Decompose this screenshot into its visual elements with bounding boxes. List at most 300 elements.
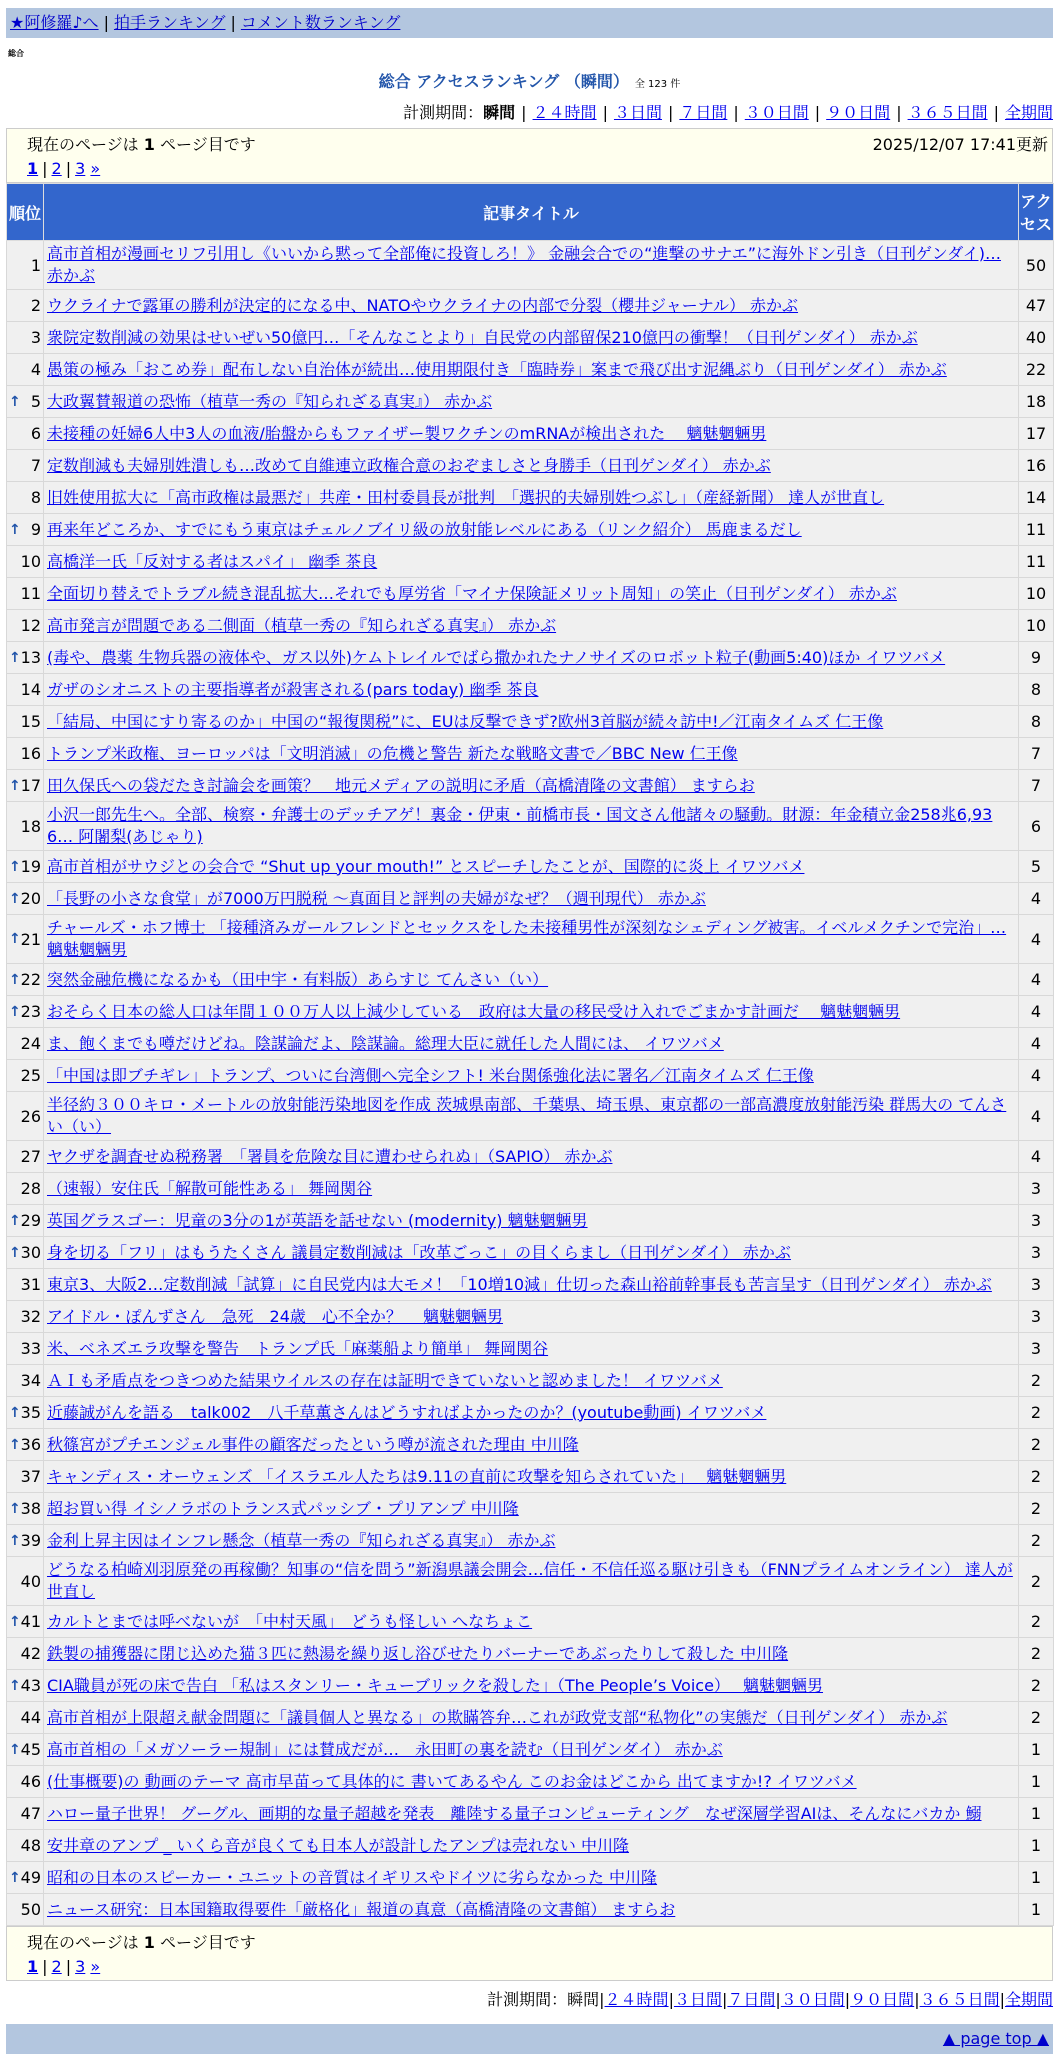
up-arrow-icon: ↑: [9, 1869, 21, 1886]
title-cell: [44, 1141, 1019, 1173]
title-cell: [44, 1606, 1019, 1638]
rank-cell: [7, 290, 44, 322]
title-cell: [44, 1638, 1019, 1670]
up-arrow-icon: ↑: [9, 971, 21, 988]
table-row: [7, 883, 1054, 915]
title-cell: [44, 1028, 1019, 1060]
rank-number: 19: [20, 857, 41, 876]
article-link[interactable]: 鉄製の捕獲器に閉じ込めた猫３匹に熱湯を繰り返し浴びせたりバーナーであぶったりして殺した 中川隆: [47, 1643, 789, 1663]
rank-header: 順位: [7, 184, 44, 241]
access-count: 3: [1019, 1173, 1054, 1205]
article-link[interactable]: CIA職員が死の床で告白 「私はスタンリー・キューブリックを殺した」（The People’s Voice） 魑魅魍魎男: [47, 1675, 824, 1695]
period-label: 計測期間：: [487, 1990, 568, 2009]
access-count: 8: [1019, 706, 1054, 738]
title-cell: [44, 1734, 1019, 1766]
access-count: 2: [1019, 1365, 1054, 1397]
rank-number: 32: [20, 1307, 41, 1326]
rank-number: 29: [20, 1211, 41, 1230]
table-row: [7, 1397, 1054, 1429]
table-row: [7, 996, 1054, 1028]
title-cell: [44, 1670, 1019, 1702]
rank-number: 11: [20, 584, 41, 603]
title-cell: [44, 642, 1019, 674]
page-title: [0, 69, 1059, 92]
period-option[interactable]: ９０日間: [826, 103, 891, 122]
table-row: [7, 1557, 1054, 1606]
access-count: 11: [1019, 514, 1054, 546]
rank-cell: [7, 1862, 44, 1894]
table-row: [7, 1670, 1054, 1702]
rank-number: 48: [20, 1836, 41, 1855]
title-cell: [44, 418, 1019, 450]
title-cell: [44, 386, 1019, 418]
pager-top: [6, 128, 1053, 183]
rank-number: 24: [20, 1034, 41, 1053]
table-row: [7, 386, 1054, 418]
up-arrow-icon: ↑: [9, 1244, 21, 1261]
article-link[interactable]: 安井章のアンプ _ いくら音が良くても日本人が設計したアンプは売れない 中川隆: [47, 1835, 629, 1855]
table-row: [7, 1237, 1054, 1269]
period-option[interactable]: ３０日間: [780, 1990, 845, 2009]
title-cell: [44, 883, 1019, 915]
title-cell: [44, 964, 1019, 996]
table-row: [7, 642, 1054, 674]
rank-cell: [7, 322, 44, 354]
article-link[interactable]: 「結局、中国にすり寄るのか」中国の“報復関税”に、EUは反撃できず?欧州3首脳が続々訪中!／江南タイムズ 仁王像: [47, 711, 884, 731]
title-cell: [44, 1269, 1019, 1301]
rank-cell: [7, 1060, 44, 1092]
title-cell: [44, 996, 1019, 1028]
title-cell: [44, 1429, 1019, 1461]
title-cell: [44, 1862, 1019, 1894]
period-option[interactable]: 全期間: [1004, 103, 1053, 122]
article-link[interactable]: 再来年どころか、すでにもう東京はチェルノブイリ級の放射能レベルにある（リンク紹介） 馬鹿まるだし: [47, 519, 802, 539]
period-option[interactable]: ３６５日間: [907, 103, 988, 122]
rank-number: 4: [30, 360, 41, 379]
rank-number: 17: [20, 776, 41, 795]
title-cell: [44, 706, 1019, 738]
rank-number: 5: [30, 392, 41, 411]
table-row: [7, 450, 1054, 482]
access-count: 1: [1019, 1798, 1054, 1830]
period-option[interactable]: ３０日間: [744, 103, 809, 122]
article-link[interactable]: 「長野の小さな食堂」が7000万円脱税 ～真面目と評判の夫婦がなぜ？（週刊現代） 赤かぶ: [47, 888, 706, 908]
access-count: 3: [1019, 1333, 1054, 1365]
rank-number: 31: [20, 1275, 41, 1294]
article-link[interactable]: 高市首相が漫画セリフ引用し《いいから黙って全部俺に投資しろ！》 金融会合での“進撃のサナエ”に海外ドン引き（日刊ゲンダイ)… 赤かぶ: [47, 244, 1001, 285]
article-link[interactable]: （速報）安住氏「解散可能性ある」 舞岡関谷: [47, 1178, 373, 1198]
rank-cell: [7, 1734, 44, 1766]
table-row: [7, 1862, 1054, 1894]
access-count: 1: [1019, 1830, 1054, 1862]
rank-cell: [7, 354, 44, 386]
article-link[interactable]: 身を切る「フリ」はもうたくさん 議員定数削減は「改革ごっこ」の目くらまし（日刊ゲンダイ） 赤かぶ: [47, 1242, 791, 1262]
article-link[interactable]: 未接種の妊婦6人中3人の血液/胎盤からもファイザー製ワクチンのmRNAが検出された 魑魅魍魎男: [47, 423, 767, 443]
access-count: 9: [1019, 642, 1054, 674]
article-link[interactable]: (毒や、農薬 生物兵器の液体や、ガス以外)ケムトレイルでばら撒かれたナノサイズのロボット粒子(動画5:40)ほか イワツバメ: [47, 647, 946, 667]
rank-cell: [7, 418, 44, 450]
title-cell: [44, 450, 1019, 482]
rank-cell: [7, 1301, 44, 1333]
title-cell: [44, 1365, 1019, 1397]
period-option[interactable]: ７日間: [679, 103, 728, 122]
clap-ranking-link[interactable]: 拍手ランキング: [113, 13, 226, 32]
article-link[interactable]: アイドル・ぽんずさん 急死 24歳 心不全か？ 魑魅魍魎男: [47, 1306, 504, 1326]
article-link[interactable]: 近藤誠がんを語る talk002 八千草薫さんはどうすればよかったのか？(youtube動画) イワツバメ: [47, 1402, 767, 1422]
title-cell: [44, 290, 1019, 322]
rank-cell: [7, 546, 44, 578]
article-link[interactable]: 高市首相の「メガソーラー規制」には賛成だが… 永田町の裏を読む（日刊ゲンダイ） 赤かぶ: [47, 1739, 723, 1759]
rank-cell: [7, 1830, 44, 1862]
comment-ranking-link[interactable]: コメント数ランキング: [240, 13, 401, 32]
table-row: [7, 802, 1054, 851]
rank-number: 25: [20, 1066, 41, 1085]
article-link[interactable]: 小沢一郎先生へ。全部、検察・弁護士のデッチアゲ！裏金・伊東・前橋市長・国文さん他諸々の騒動。財源：年金積立金258兆6,936… 阿闍梨(あじゃり): [47, 805, 993, 846]
article-link[interactable]: 全面切り替えでトラブル続き混乱拡大…それでも厚労省「マイナ保険証メリット周知」の笑止（日刊ゲンダイ） 赤かぶ: [47, 583, 897, 603]
rank-cell: [7, 514, 44, 546]
rank-cell: [7, 1493, 44, 1525]
access-count: 14: [1019, 482, 1054, 514]
title-cell: [44, 578, 1019, 610]
rank-number: 41: [20, 1612, 41, 1631]
table-row: [7, 1461, 1054, 1493]
table-row: [7, 1638, 1054, 1670]
rank-number: 46: [20, 1772, 41, 1791]
period-option[interactable]: 全期間: [1004, 1990, 1053, 2009]
title-header: 記事タイトル: [44, 184, 1019, 241]
title-cell: [44, 514, 1019, 546]
rank-cell: [7, 386, 44, 418]
up-arrow-icon: ↑: [9, 1404, 21, 1421]
current-page-info: 現在のページは 1 ページ目です: [27, 135, 256, 154]
rank-number: 13: [20, 648, 41, 667]
home-link[interactable]: ★阿修羅♪へ: [10, 13, 99, 32]
rank-number: 16: [20, 744, 41, 763]
title-cell: [44, 610, 1019, 642]
total-count: 全 123 件: [634, 79, 681, 90]
table-row: [7, 578, 1054, 610]
rank-number: 42: [20, 1644, 41, 1663]
up-arrow-icon: ↑: [9, 1532, 21, 1549]
next-page-link[interactable]: »: [90, 1957, 101, 1976]
title-cell: [44, 1525, 1019, 1557]
access-count: 2: [1019, 1638, 1054, 1670]
page-link[interactable]: 2: [51, 1957, 62, 1976]
rank-cell: [7, 642, 44, 674]
article-link[interactable]: キャンディス・オーウェンズ 「イスラエル人たちは9.11の直前に攻撃を知らされていた」 魑魅魍魎男: [47, 1466, 787, 1486]
rank-number: 1: [30, 255, 41, 275]
article-link[interactable]: 衆院定数削減の効果はせいぜい50億円…「そんなことより」自民党の内部留保210億円の衝撃！（日刊ゲンダイ） 赤かぶ: [47, 327, 918, 347]
page-link-current[interactable]: 1: [27, 159, 39, 178]
table-row: [7, 418, 1054, 450]
rank-cell: [7, 1798, 44, 1830]
title-cell: [44, 738, 1019, 770]
rank-cell: [7, 1205, 44, 1237]
next-page-link[interactable]: »: [90, 159, 101, 178]
access-count: 6: [1019, 802, 1054, 851]
rank-number: 3: [30, 328, 41, 347]
title-cell: [44, 1557, 1019, 1606]
title-cell: [44, 1461, 1019, 1493]
article-link[interactable]: 超お買い得 イシノラボのトランス式パッシブ・プリアンプ 中川隆: [47, 1498, 519, 1518]
article-link[interactable]: 大政翼賛報道の恐怖（植草一秀の『知られざる真実』） 赤かぶ: [47, 391, 493, 411]
access-count: 1: [1019, 1734, 1054, 1766]
rank-cell: [7, 1365, 44, 1397]
title-cell: [44, 241, 1019, 290]
ranking-title: 総合 アクセスランキング （瞬間）: [378, 72, 629, 91]
rank-number: 10: [20, 552, 41, 571]
rank-number: 37: [20, 1467, 41, 1486]
article-link[interactable]: カルトとまでは呼べないが 「中村天風」 どうも怪しい へなちょこ: [47, 1611, 533, 1631]
table-row: [7, 514, 1054, 546]
title-cell: [44, 802, 1019, 851]
table-row: [7, 851, 1054, 883]
table-row: [7, 354, 1054, 386]
period-option[interactable]: ２４時間: [604, 1990, 669, 2009]
article-link[interactable]: 半径約３００キロ・メートルの放射能汚染地図を作成 茨城県南部、千葉県、埼玉県、東京都の一部高濃度放射能汚染 群馬大の てんさい（い）: [47, 1095, 1007, 1136]
access-count: 3: [1019, 1237, 1054, 1269]
access-count: 22: [1019, 354, 1054, 386]
article-link[interactable]: チャールズ・ホフ博士 「接種済みガールフレンドとセックスをした未接種男性が深刻なシェディング被害。イベルメクチンで完治」… 魑魅魍魎男: [47, 918, 1007, 959]
title-cell: [44, 354, 1019, 386]
article-link[interactable]: (仕事概要)の 動画のテーマ 高市早苗って具体的に 書いてあるやん このお金はどこから 出てますか!? イワツバメ: [47, 1771, 857, 1791]
up-arrow-icon: ↑: [9, 521, 21, 538]
access-count: 4: [1019, 915, 1054, 964]
article-link[interactable]: ま、飽くまでも噂だけどね。陰謀論だよ、陰謀論。総理大臣に就任した人間には、 イワツバメ: [47, 1033, 724, 1053]
access-count: 2: [1019, 1461, 1054, 1493]
article-link[interactable]: 高市発言が問題である二側面（植草一秀の『知られざる真実』） 赤かぶ: [47, 615, 557, 635]
table-row: [7, 1702, 1054, 1734]
rank-number: 33: [20, 1339, 41, 1358]
up-arrow-icon: ↑: [9, 931, 21, 947]
ranking-table: [6, 183, 1054, 1926]
period-option[interactable]: ９０日間: [850, 1990, 915, 2009]
up-arrow-icon: ↑: [9, 890, 21, 907]
access-count: 47: [1019, 290, 1054, 322]
rank-cell: [7, 1269, 44, 1301]
rank-cell: [7, 851, 44, 883]
table-row: [7, 1028, 1054, 1060]
up-arrow-icon: ↑: [9, 1500, 21, 1517]
access-count: 16: [1019, 450, 1054, 482]
table-row: [7, 1429, 1054, 1461]
up-arrow-icon: ↑: [9, 649, 21, 666]
rank-cell: [7, 610, 44, 642]
access-count: 11: [1019, 546, 1054, 578]
article-link[interactable]: どうなる柏崎刈羽原発の再稼働？知事の“信を問う”新潟県議会開会…信任・不信任巡る駆け引きも（FNNプライムオンライン） 達人が世直し: [47, 1560, 1013, 1601]
rank-cell: [7, 1397, 44, 1429]
current-page-info: 現在のページは 1 ページ目です: [27, 1933, 256, 1952]
title-cell: [44, 851, 1019, 883]
rank-cell: [7, 1429, 44, 1461]
table-row: [7, 1830, 1054, 1862]
period-current: 瞬間: [483, 103, 516, 122]
title-cell: [44, 770, 1019, 802]
title-cell: [44, 1205, 1019, 1237]
table-row: [7, 1606, 1054, 1638]
access-count: 4: [1019, 964, 1054, 996]
rank-number: 36: [20, 1435, 41, 1454]
access-count: 10: [1019, 578, 1054, 610]
period-option[interactable]: ２４時間: [532, 103, 597, 122]
table-row: [7, 1205, 1054, 1237]
article-link[interactable]: 定数削減も夫婦別姓潰しも…改めて自維連立政権合意のおぞましさと身勝手（日刊ゲンダイ） 赤かぶ: [47, 455, 771, 475]
article-link[interactable]: 金利上昇主因はインフレ懸念（植草一秀の『知られざる真実』） 赤かぶ: [47, 1530, 556, 1550]
page-link[interactable]: 2: [51, 159, 62, 178]
rank-number: 47: [20, 1804, 41, 1823]
article-link[interactable]: ニュース研究：日本国籍取得要件「厳格化」報道の真意（高橋清隆の文書館） ますらお: [47, 1899, 676, 1919]
period-option[interactable]: ３日間: [613, 103, 662, 122]
rank-number: 20: [20, 889, 41, 908]
article-link[interactable]: 昭和の日本のスピーカー・ユニットの音質はイギリスやドイツに劣らなかった 中川隆: [47, 1867, 658, 1887]
up-arrow-icon: ↑: [9, 1741, 21, 1758]
article-link[interactable]: 旧姓使用拡大に「高市政権は最悪だ」共産・田村委員長が批判 「選択的夫婦別姓つぶし」（産経新聞） 達人が世直し: [47, 487, 885, 507]
title-cell: [44, 482, 1019, 514]
rank-number: 2: [30, 296, 41, 315]
access-count: 50: [1019, 241, 1054, 290]
up-arrow-icon: ↑: [9, 1613, 21, 1630]
access-count: 4: [1019, 1141, 1054, 1173]
article-link[interactable]: 愚策の極み「おこめ券」配布しない自治体が続出…使用期限付き「臨時券」案まで飛び出す泥縄ぶり（日刊ゲンダイ） 赤かぶ: [47, 359, 947, 379]
title-cell: [44, 1493, 1019, 1525]
table-row: [7, 1365, 1054, 1397]
rank-number: 22: [20, 970, 41, 989]
period-label: 計測期間：: [403, 103, 484, 122]
rank-cell: [7, 1141, 44, 1173]
rank-cell: [7, 706, 44, 738]
article-link[interactable]: 田久保氏への袋だたき討論会を画策？ 地元メディアの説明に矛盾（高橋清隆の文書館） ますらお: [47, 775, 755, 795]
access-count: 2: [1019, 1397, 1054, 1429]
rank-number: 9: [30, 520, 41, 539]
title-cell: [44, 322, 1019, 354]
access-count: 18: [1019, 386, 1054, 418]
rank-cell: [7, 450, 44, 482]
up-arrow-icon: ↑: [9, 1003, 21, 1020]
access-count: 3: [1019, 1301, 1054, 1333]
table-row: [7, 915, 1054, 964]
title-cell: [44, 1333, 1019, 1365]
access-count: 3: [1019, 1205, 1054, 1237]
page-link[interactable]: 3: [75, 159, 86, 178]
rank-cell: [7, 1525, 44, 1557]
rank-cell: [7, 964, 44, 996]
article-link[interactable]: 高市首相が上限超え献金問題に「議員個人と異なる」の欺瞞答弁…これが政党支部“私物化”の実態だ（日刊ゲンダイ） 赤かぶ: [47, 1707, 948, 1727]
rank-cell: [7, 1766, 44, 1798]
article-link[interactable]: ＡＩも矛盾点をつきつめた結果ウイルスの存在は証明できていないと認めました！ イワツバメ: [47, 1370, 723, 1390]
rank-number: 15: [20, 712, 41, 731]
article-link[interactable]: トランプ米政権、ヨーロッパは「文明消滅」の危機と警告 新たな戦略文書で／BBC New 仁王像: [47, 743, 738, 763]
rank-number: 28: [20, 1179, 41, 1198]
title-cell: [44, 1237, 1019, 1269]
rank-number: 35: [20, 1403, 41, 1422]
table-row: [7, 1333, 1054, 1365]
access-count: 2: [1019, 1525, 1054, 1557]
rank-number: 6: [30, 424, 41, 443]
rank-number: 8: [30, 488, 41, 507]
rank-cell: [7, 770, 44, 802]
rank-cell: [7, 482, 44, 514]
rank-number: 45: [20, 1740, 41, 1759]
access-count: 40: [1019, 322, 1054, 354]
period-option[interactable]: ３６５日間: [919, 1990, 1000, 2009]
rank-number: 14: [20, 680, 41, 699]
rank-cell: [7, 1670, 44, 1702]
article-link[interactable]: ヤクザを調査せぬ税務署 「署員を危険な目に遭わせられぬ」（SAPIO） 赤かぶ: [47, 1146, 613, 1166]
rank-number: 23: [20, 1002, 41, 1021]
rank-number: 38: [20, 1499, 41, 1518]
article-link[interactable]: おそらく日本の総人口は年間１００万人以上減少している 政府は大量の移民受け入れでごまかす計画だ 魑魅魍魎男: [47, 1001, 901, 1021]
access-count: 4: [1019, 1060, 1054, 1092]
access-count: 2: [1019, 1557, 1054, 1606]
page-link-current[interactable]: 1: [27, 1957, 39, 1976]
period-current: 瞬間: [567, 1990, 600, 2009]
article-link[interactable]: 突然金融危機になるかも（田中宇・有料版）あらすじ てんさい（い）: [47, 969, 549, 989]
rank-number: 18: [20, 816, 41, 836]
access-count: 2: [1019, 1429, 1054, 1461]
rank-number: 12: [20, 616, 41, 635]
pager-bottom: [6, 1926, 1053, 1981]
title-cell: [44, 1301, 1019, 1333]
rank-cell: [7, 738, 44, 770]
rank-cell: [7, 996, 44, 1028]
access-count: 4: [1019, 1028, 1054, 1060]
footer-bar: [6, 2024, 1053, 2054]
rank-cell: [7, 578, 44, 610]
access-count: 2: [1019, 1702, 1054, 1734]
article-link[interactable]: 東京3、大阪2…定数削減「試算」に自民党内は大モメ！「10増10減」仕切った森山裕前幹事長も苦言呈す（日刊ゲンダイ） 赤かぶ: [47, 1274, 992, 1294]
rank-number: 30: [20, 1243, 41, 1262]
title-cell: [44, 1702, 1019, 1734]
article-link[interactable]: 英国グラスゴー：児童の3分の1が英語を話せない (modernity) 魑魅魍魎男: [47, 1210, 588, 1230]
article-link[interactable]: 高橋洋一氏「反対する者はスパイ」 幽季 茶良: [47, 551, 378, 571]
table-row: [7, 964, 1054, 996]
rank-number: 21: [20, 929, 41, 949]
article-link[interactable]: ハロー量子世界！ グーグル、画期的な量子超越を発表 離陸する量子コンピューティング なぜ深層学習AIは、そんなにバカか 鰯: [47, 1803, 982, 1823]
up-arrow-icon: ↑: [9, 393, 21, 410]
up-arrow-icon: ↑: [9, 1677, 21, 1694]
article-link[interactable]: 高市首相がサウジとの会合で “Shut up your mouth!” とスピーチしたことが、国際的に炎上 イワツバメ: [47, 856, 805, 876]
rank-cell: [7, 802, 44, 851]
rank-number: 34: [20, 1371, 41, 1390]
period-option[interactable]: ３日間: [673, 1990, 722, 2009]
access-count: 1: [1019, 1894, 1054, 1926]
period-selector: 計測期間：瞬間 | ２４時間 | ３日間 | ７日間 | ３０日間 | ９０日間 | ３６５日間 | 全期間: [403, 103, 1053, 122]
title-cell: [44, 1798, 1019, 1830]
table-row: [7, 1894, 1054, 1926]
title-cell: [44, 1766, 1019, 1798]
rank-cell: [7, 883, 44, 915]
period-option[interactable]: ７日間: [727, 1990, 776, 2009]
article-link[interactable]: ガザのシオニストの主要指導者が殺害される(pars today) 幽季 茶良: [47, 679, 539, 699]
rank-cell: [7, 241, 44, 290]
table-row: [7, 482, 1054, 514]
table-row: [7, 322, 1054, 354]
page-top-link[interactable]: ▲ page top ▲: [942, 2029, 1049, 2048]
access-header: アクセス: [1019, 184, 1054, 241]
access-count: 5: [1019, 851, 1054, 883]
page-link[interactable]: 3: [75, 1957, 86, 1976]
article-link[interactable]: ウクライナで露軍の勝利が決定的になる中、NATOやウクライナの内部で分裂（櫻井ジャーナル） 赤かぶ: [47, 295, 799, 315]
article-link[interactable]: 「中国は即ブチギレ」トランプ、ついに台湾側へ完全シフト! 米台関係強化法に署名／江南タイムズ 仁王像: [47, 1065, 814, 1085]
table-row: [7, 706, 1054, 738]
article-link[interactable]: 米、ベネズエラ攻撃を警告 トランプ氏「麻薬船より簡単」 舞岡関谷: [47, 1338, 549, 1358]
table-row: [7, 610, 1054, 642]
rank-cell: [7, 674, 44, 706]
access-count: 2: [1019, 1606, 1054, 1638]
title-cell: [44, 1092, 1019, 1141]
article-link[interactable]: 秋篠宮がプチエンジェル事件の顧客だったという噂が流された理由 中川隆: [47, 1434, 579, 1454]
table-row: [7, 1798, 1054, 1830]
